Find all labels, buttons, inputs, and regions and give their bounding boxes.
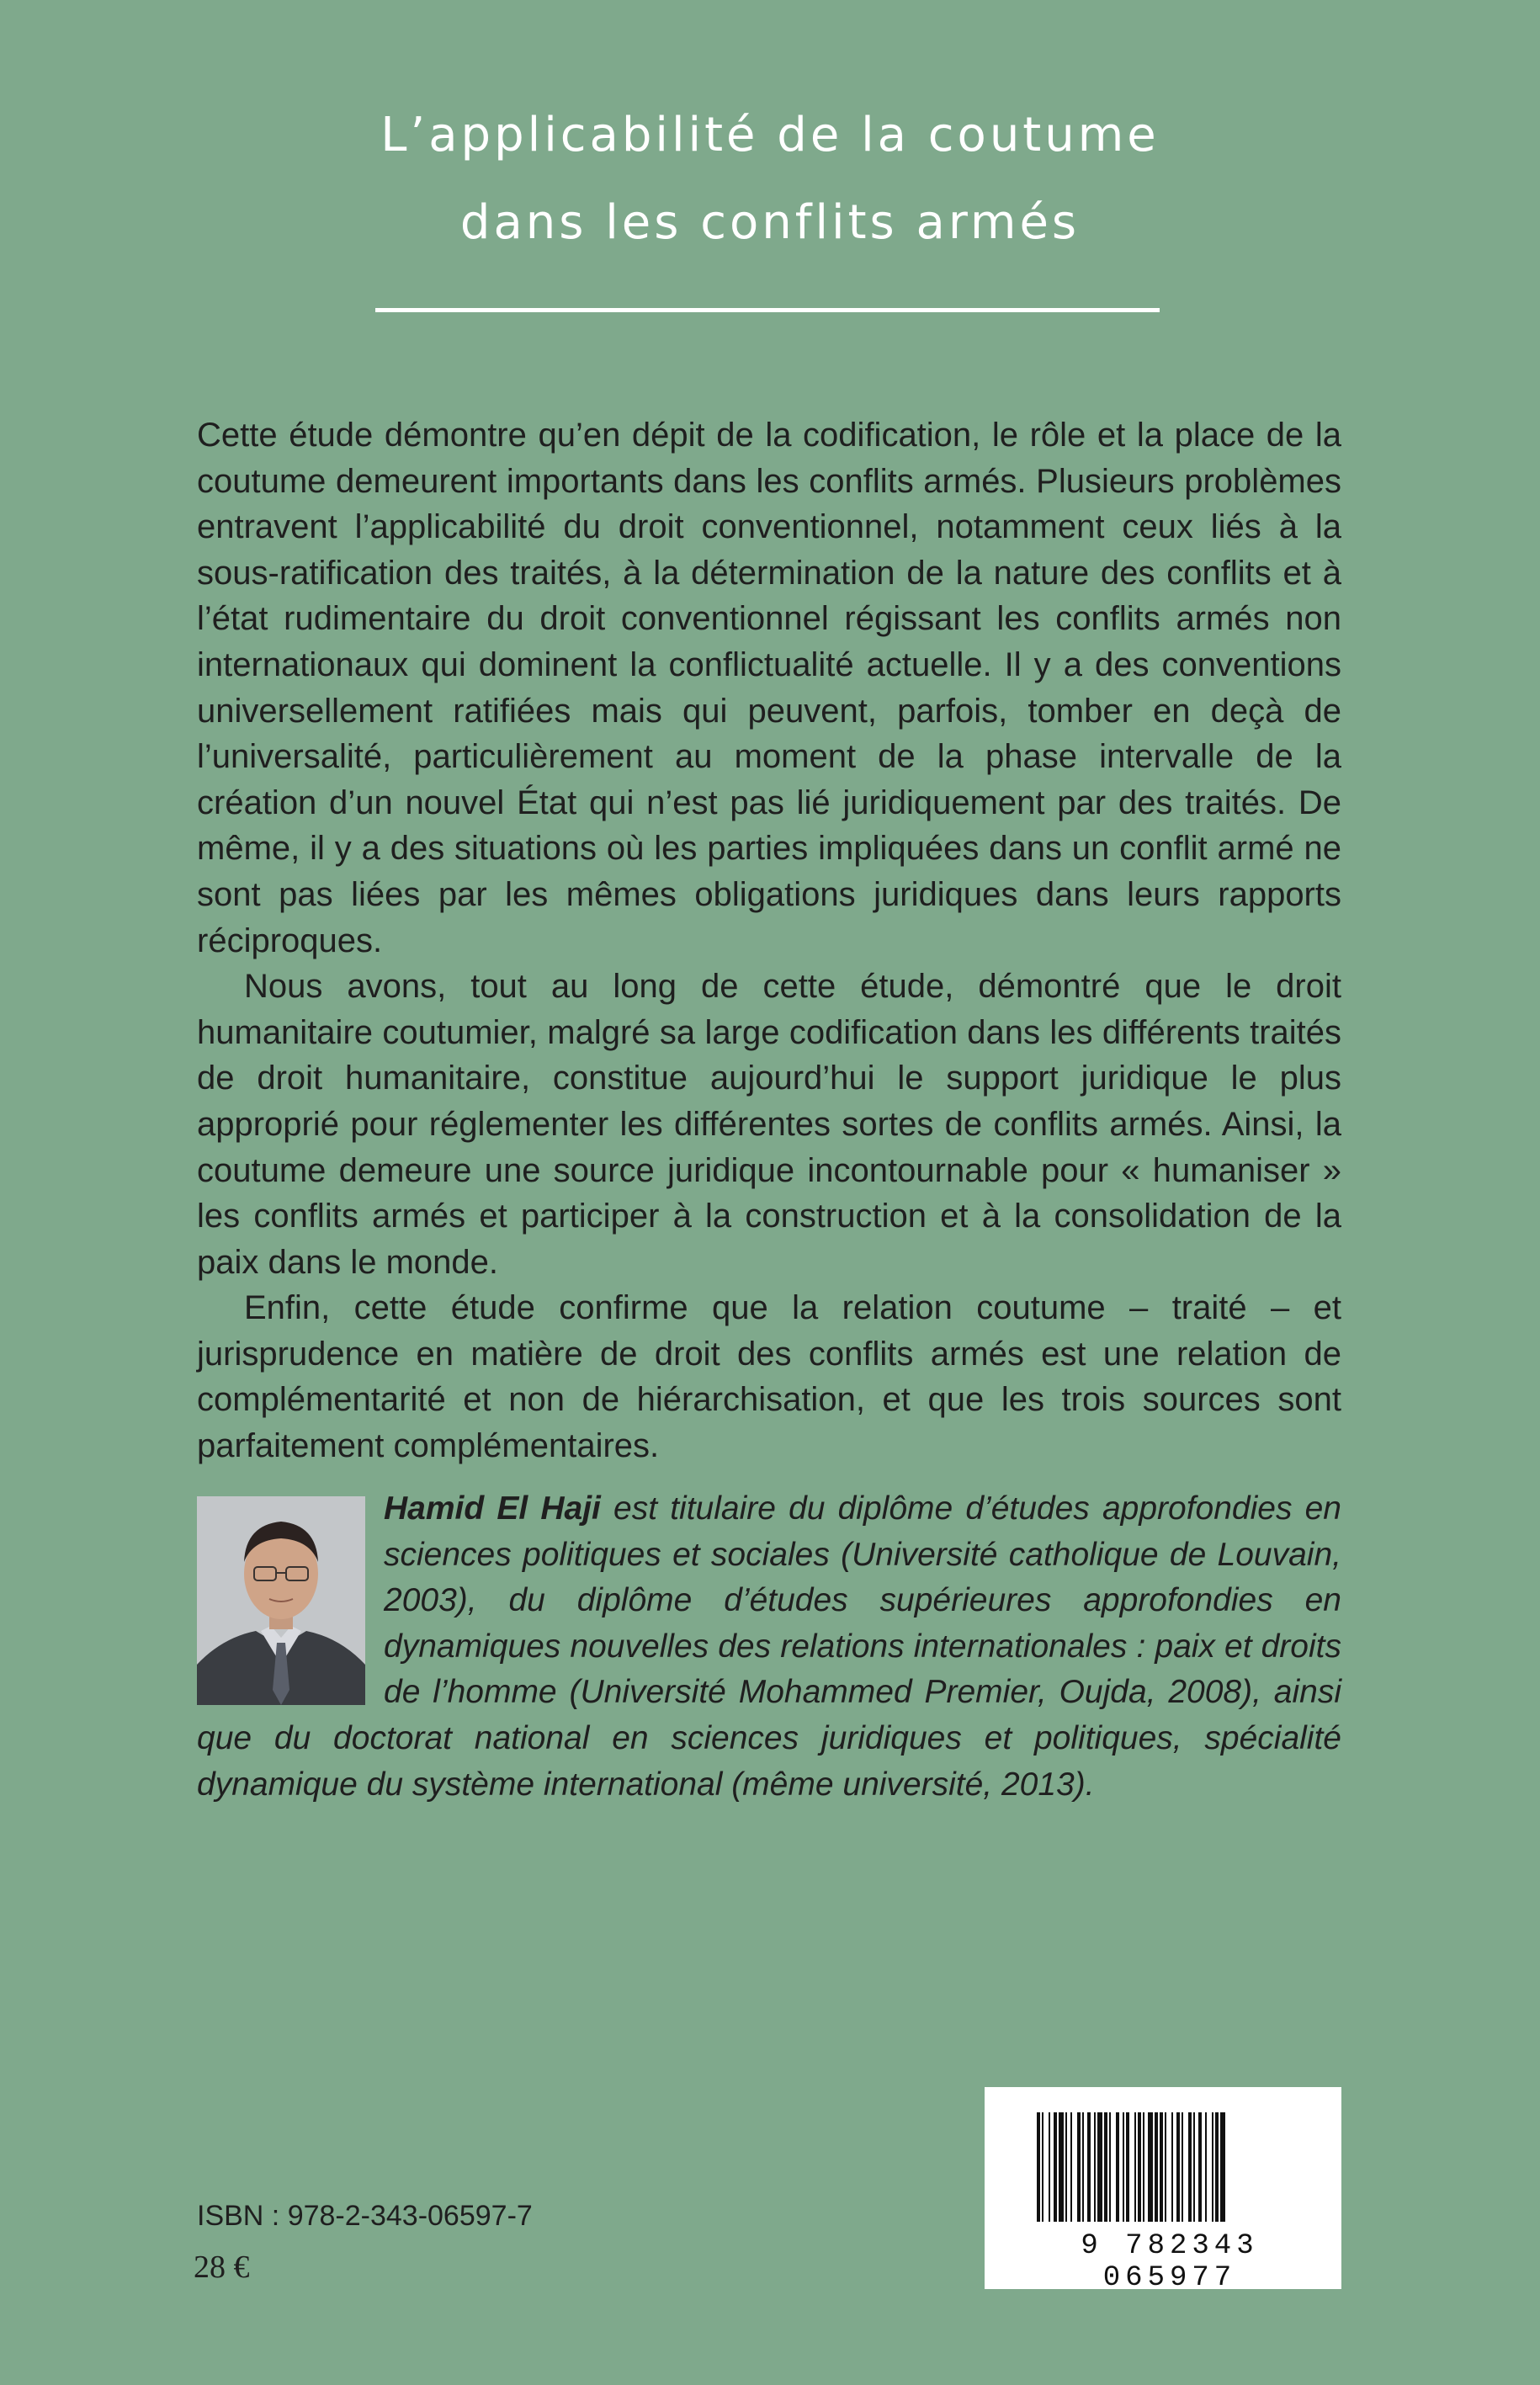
barcode-bar (1198, 2112, 1202, 2222)
barcode-bars (1033, 2112, 1294, 2230)
barcode (985, 2087, 1341, 2294)
barcode-bar (1037, 2112, 1040, 2222)
barcode-bar (1138, 2112, 1141, 2222)
barcode-bar (1171, 2112, 1173, 2222)
barcode-bar (1097, 2112, 1102, 2222)
book-title-line-2: dans les conflits armés (459, 195, 1081, 250)
barcode-bar (1212, 2112, 1213, 2222)
barcode-bar (1054, 2112, 1057, 2222)
barcode-bar (1188, 2112, 1192, 2222)
barcode-bar (1123, 2112, 1124, 2222)
barcode-bar (1094, 2112, 1096, 2222)
barcode-bar (1215, 2112, 1219, 2222)
barcode-bar (1042, 2112, 1043, 2222)
barcode-bar (1082, 2112, 1084, 2222)
barcode-bar (1148, 2112, 1153, 2222)
barcode-bar (1193, 2112, 1195, 2222)
barcode-bar (1070, 2112, 1072, 2222)
barcode-bar (1126, 2112, 1129, 2222)
barcode-bar (1049, 2112, 1050, 2222)
barcode-bar (1059, 2112, 1064, 2222)
book-title-line-1: L’applicabilité de la coutume (380, 108, 1160, 162)
barcode-digits: 9 782343 065977 (1081, 2230, 1259, 2294)
barcode-bar (1155, 2112, 1158, 2222)
author-bio (197, 1486, 1341, 1808)
barcode-bar (1176, 2112, 1180, 2222)
summary-paragraph-1: Cette étude démontre qu’en dépit de la codification, le rôle et la place de la coutume demeurent importants dans les conflits armés. Plusieurs problèmes entravent l’applicabilité du droit conventionnel, notamment ceux liés à la sous-ratification des traités, à la détermination de la nature des conflits et à l’état rudimentaire du droit conventionnel régissant les conflits armés non internationaux qui dominent la conflictualité actuelle. Il y a des conventions universellement ratifiées mais qui peuvent, parfois, tomber en deçà de l’universalité, particulièrement au moment de la phase intervalle de la création d’un nouvel État qui n’est pas lié juridiquement par des traités. De même, il y a des situations où les parties impliquées dans un conflit armé ne sont pas liées par les mêmes obligations juridiques dans leurs rapports réciproques. (197, 417, 1341, 959)
barcode-bar (1104, 2112, 1107, 2222)
barcode-bar (1165, 2112, 1166, 2222)
author-bio-text: est titulaire du diplôme d’études approfondies en sciences politiques et sociales (Université catholique de Louvain, 2003), du diplôme d’études supérieures approfondies en dynamiques nouvelles des relations internationales : paix et droits de l’homme (Université Mohammed Premier, Oujda, 2008), ainsi que du doctorat national en sciences juridiques et politiques, spécialité dynamique du système international (même université, 2013). (197, 1490, 1341, 1803)
barcode-bar (1065, 2112, 1067, 2222)
barcode-bar (1160, 2112, 1163, 2222)
photo-spacer (197, 1486, 384, 1709)
barcode-bar (1205, 2112, 1207, 2222)
title-divider (375, 308, 1160, 312)
barcode-bar (1143, 2112, 1144, 2222)
price-label: 28 € (194, 2250, 250, 2285)
isbn-label: ISBN : 978-2-343-06597-7 (197, 2200, 533, 2232)
summary-paragraph-3: Enfin, cette étude confirme que la relation coutume – traité – et jurisprudence en matière de droit des conflits armés est une relation de complémentarité et non de hiérarchisation, et que les trois sources sont parfaitement complémentaires. (197, 1289, 1341, 1465)
author-name: Hamid El Haji (384, 1490, 601, 1527)
barcode-bar (1087, 2112, 1091, 2222)
barcode-bar (1220, 2112, 1225, 2222)
summary-paragraph-2: Nous avons, tout au long de cette étude, démontré que le droit humanitaire coutumier, malgré sa large codification dans les différents traités de droit humanitaire, constitue aujourd’hui le support juridique le plus approprié pour réglementer les différentes sortes de conflits armés. Ainsi, la coutume demeure une source juridique incontournable pour « humaniser » les conflits armés et participer à la construction et à la consolidation de la paix dans le monde. (197, 968, 1341, 1281)
barcode-bar (1077, 2112, 1081, 2222)
barcode-bar (1116, 2112, 1119, 2222)
barcode-bar (1109, 2112, 1111, 2222)
book-summary (197, 412, 1341, 1469)
barcode-bar (1182, 2112, 1183, 2222)
barcode-bar (1134, 2112, 1136, 2222)
